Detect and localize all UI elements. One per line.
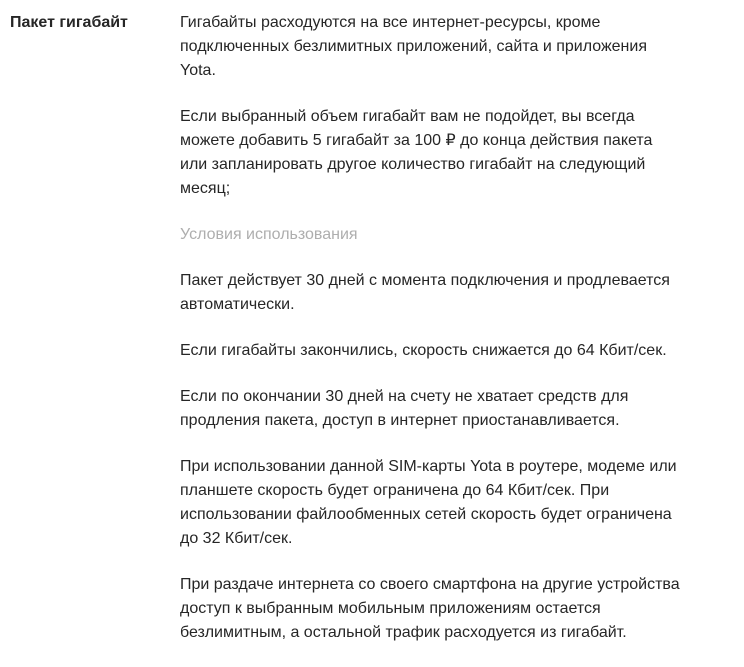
section-title: Пакет гигабайт [10, 14, 128, 31]
paragraph-insufficient-funds: Если по окончании 30 дней на счету не хватает средств для продления пакета, доступ в интернет приостанавливается. [180, 388, 629, 429]
conditions-subheading: Условия использования [180, 226, 358, 243]
paragraph-add-gigabytes: Если выбранный объем гигабайт вам не подойдет, вы всегда можете добавить 5 гигабайт за 100 ₽ до конца действия пакета или запланировать другое количество гигабайт на следующий месяц; [180, 108, 653, 197]
section-label-column [10, 11, 180, 35]
section-content-column [180, 11, 682, 667]
paragraph-sim-in-devices: При использовании данной SIM-карты Yota в роутере, модеме или планшете скорость будет ограничена до 64 Кбит/сек. При использовании файлообменных сетей скорость будет ограничена до 32 Кбит/сек. [180, 458, 677, 547]
paragraph-speed-after-limit: Если гигабайты закончились, скорость снижается до 64 Кбит/сек. [180, 342, 667, 359]
paragraph-gigabytes-usage: Гигабайты расходуются на все интернет-ресурсы, кроме подключенных безлимитных приложений, сайта и приложения Yota. [180, 14, 647, 79]
paragraph-package-validity: Пакет действует 30 дней с момента подключения и продлевается автоматически. [180, 272, 670, 313]
paragraph-tethering: При раздаче интернета со своего смартфона на другие устройства доступ к выбранным мобильным приложениям остается безлимитным, а остальной трафик расходуется из гигабайт. [180, 576, 680, 641]
